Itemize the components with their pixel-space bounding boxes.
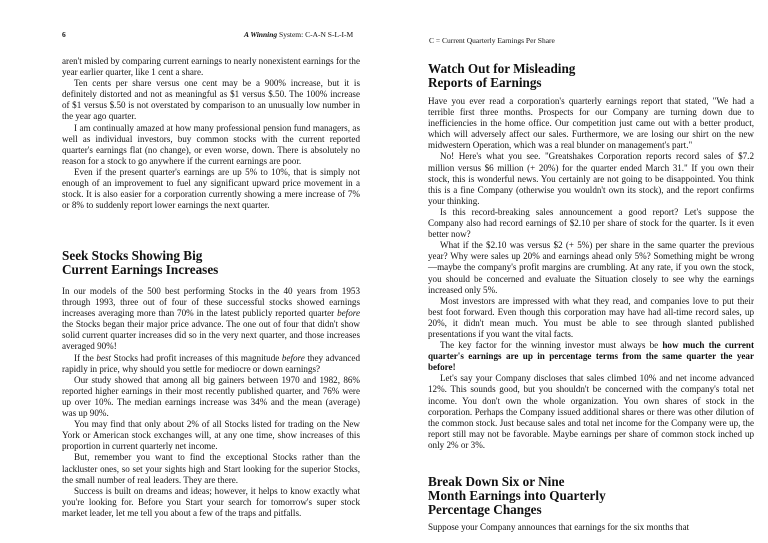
section-heading xyxy=(428,475,754,517)
emphasis: best xyxy=(96,352,112,363)
paragraph: Most investors are impressed with what they read, and companies love to put their best foot forward. Even though this corporation may have had all-time record sales, up 20%, it didn't mean much. You must be able to see through slanted published presentations if you want the vital facts. xyxy=(428,295,754,339)
heading-line: Seek Stocks Showing Big xyxy=(62,248,203,263)
right-column xyxy=(428,62,754,533)
paragraph: Our study showed that among all big gainers between 1970 and 1982, 86% reported higher earnings in their most recently published quarter, and 76% were up over 10%. The median earnings increase was 34% and the mean (average) was up 90%. xyxy=(62,374,360,419)
section-heading xyxy=(428,62,754,90)
paragraph: I am continually amazed at how many professional pension fund managers, as well as individual investors, buy common stocks with the current reported quarter's earnings flat (no change), or even worse, down. There is absolutely no reason for a stock to go anywhere if the current earnings are poor. xyxy=(62,122,360,166)
emphasis: before xyxy=(337,308,360,319)
left-section xyxy=(62,249,360,519)
page-number: 6 xyxy=(62,30,66,39)
text-run: In our models of the 500 best performing Stocks in the 40 years from 1953 through 1993, three out of four of these successful stocks showed earnings increases averaging more than 70% in the latest publicly reported quarter xyxy=(62,286,360,319)
running-head xyxy=(244,30,353,39)
text-run: Stocks had profit increases of this magnitude xyxy=(113,352,280,363)
heading-line: Month Earnings into Quarterly xyxy=(428,488,606,503)
paragraph: Ten cents per share versus one cent may be a 900% increase, but it is definitely distorted and not as meaningful as $1 versus $.50. The 100% increase of $1 versus $.50 is not overstated by comparison to an unusually low number in the year ago quarter. xyxy=(62,78,360,122)
paragraph xyxy=(62,353,360,375)
emphasis: before xyxy=(281,352,305,363)
paragraph: No! Here's what you see. "Greatshakes Corporation reports record sales of $7.2 million versus $6 million (+ 20%) for the quarter ended March 31." If you own their stock, this is wonderful news. You certainly are not going to be disappointed. You think this is a fine Company (otherwise you wouldn't own its stock), and the report confirms your thinking. xyxy=(428,151,754,206)
text-run: they advanced rapidly in price, why should you settle for mediocre or down earnings? xyxy=(62,352,360,374)
bold-text: how much the current quarter's earnings are up in percentage terms from the same quarter the year before! xyxy=(428,340,754,373)
section-heading xyxy=(62,249,360,277)
running-head-rest: System: C-A-N S-L-I-M xyxy=(279,30,354,39)
text-run: The key factor for the winning investor must always be xyxy=(440,340,659,351)
paragraph: Even if the present quarter's earnings are up 5% to 10%, that is simply not enough of an improvement to fuel any significant upward price movement in a stock. It is also easier for a corporation currently showing a mere increase of 7% or 8% to suddenly report lower earnings the next quarter. xyxy=(62,166,360,211)
heading-line: Reports of Earnings xyxy=(428,75,542,90)
heading-line: Current Earnings Increases xyxy=(62,262,219,277)
paragraph: What if the $2.10 was versus $2 (+ 5%) per share in the same quarter the previous year? Why were sales up 20% and earnings ahead only 5%? Something might be wrong—maybe the company's profit margins are crumbling. At any rate, if you own the stock, you should be concerned and evaluate the Situation closely to see why the earnings increased only 5%. xyxy=(428,240,754,295)
paragraph: Suppose your Company announces that earnings for the six months that xyxy=(428,522,690,532)
paragraph: You may find that only about 2% of all Stocks listed for trading on the New York or American stock exchanges will, at any one time, show increases of this proportion in current quarterly net income. xyxy=(62,419,360,452)
heading-line: Watch Out for Misleading xyxy=(428,61,576,76)
paragraph: aren't misled by comparing current earnings to nearly nonexistent earnings for the year earlier quarter, like 1 cent a share. xyxy=(62,56,360,78)
text-run: the Stocks began their major price advance. The one out of four that didn't show solid current quarter increases did so in the very next quarter, and those increases averaged 90%! xyxy=(62,319,360,352)
paragraph xyxy=(62,286,360,353)
right-page xyxy=(392,0,768,543)
heading-line: Break Down Six or Nine xyxy=(428,474,565,489)
paragraph: Have you ever read a corporation's quarterly earnings report that stated, "We had a terrible first three months. Prospects for our Company are turning down due to inefficiencies in the home office. Our competition just came out with a better product, which will adversely affect our sales. Furthermore, we are losing our shirt on the new midwestern Operation, which was a real blunder on management's part." xyxy=(428,96,754,151)
paragraph: Is this record-breaking sales announcement a good report? Let's suppose the Company also had record earnings of $2.10 per share of stock for the quarter. Is it even better now? xyxy=(428,206,754,240)
paragraph: But, remember you want to find the exceptional Stocks rather than the lackluster ones, so set your sights high and Start looking for the superior Stocks, the small number of real leaders. They are there. xyxy=(62,452,360,485)
left-column-top xyxy=(62,56,360,211)
running-head-bold: A Winning xyxy=(244,30,278,39)
paragraph xyxy=(428,340,754,373)
text-run: If the xyxy=(74,352,94,363)
paragraph: Success is built on dreams and ideas; however, it helps to know exactly what you're looking for. Before you Start your search for tomorrow's super stock market leader, let me tell you about a few of the traps and pitfalls. xyxy=(62,485,360,518)
paragraph: Let's say your Company discloses that sales climbed 10% and net income advanced 12%. This sounds good, but you shouldn't be concerned with the company's total net income. You don't own the whole organization. You own shares of stock in the corporation. Perhaps the Company issued additional shares or there was other dilution of the common stock. Just because sales and total net income for the Company were up, the report still may not be favorable. Maybe earnings per share of common stock inched up only 2% or 3%. xyxy=(428,373,754,450)
running-head-right: C = Current Quarterly Earnings Per Share xyxy=(429,36,555,45)
heading-line: Percentage Changes xyxy=(428,502,542,517)
